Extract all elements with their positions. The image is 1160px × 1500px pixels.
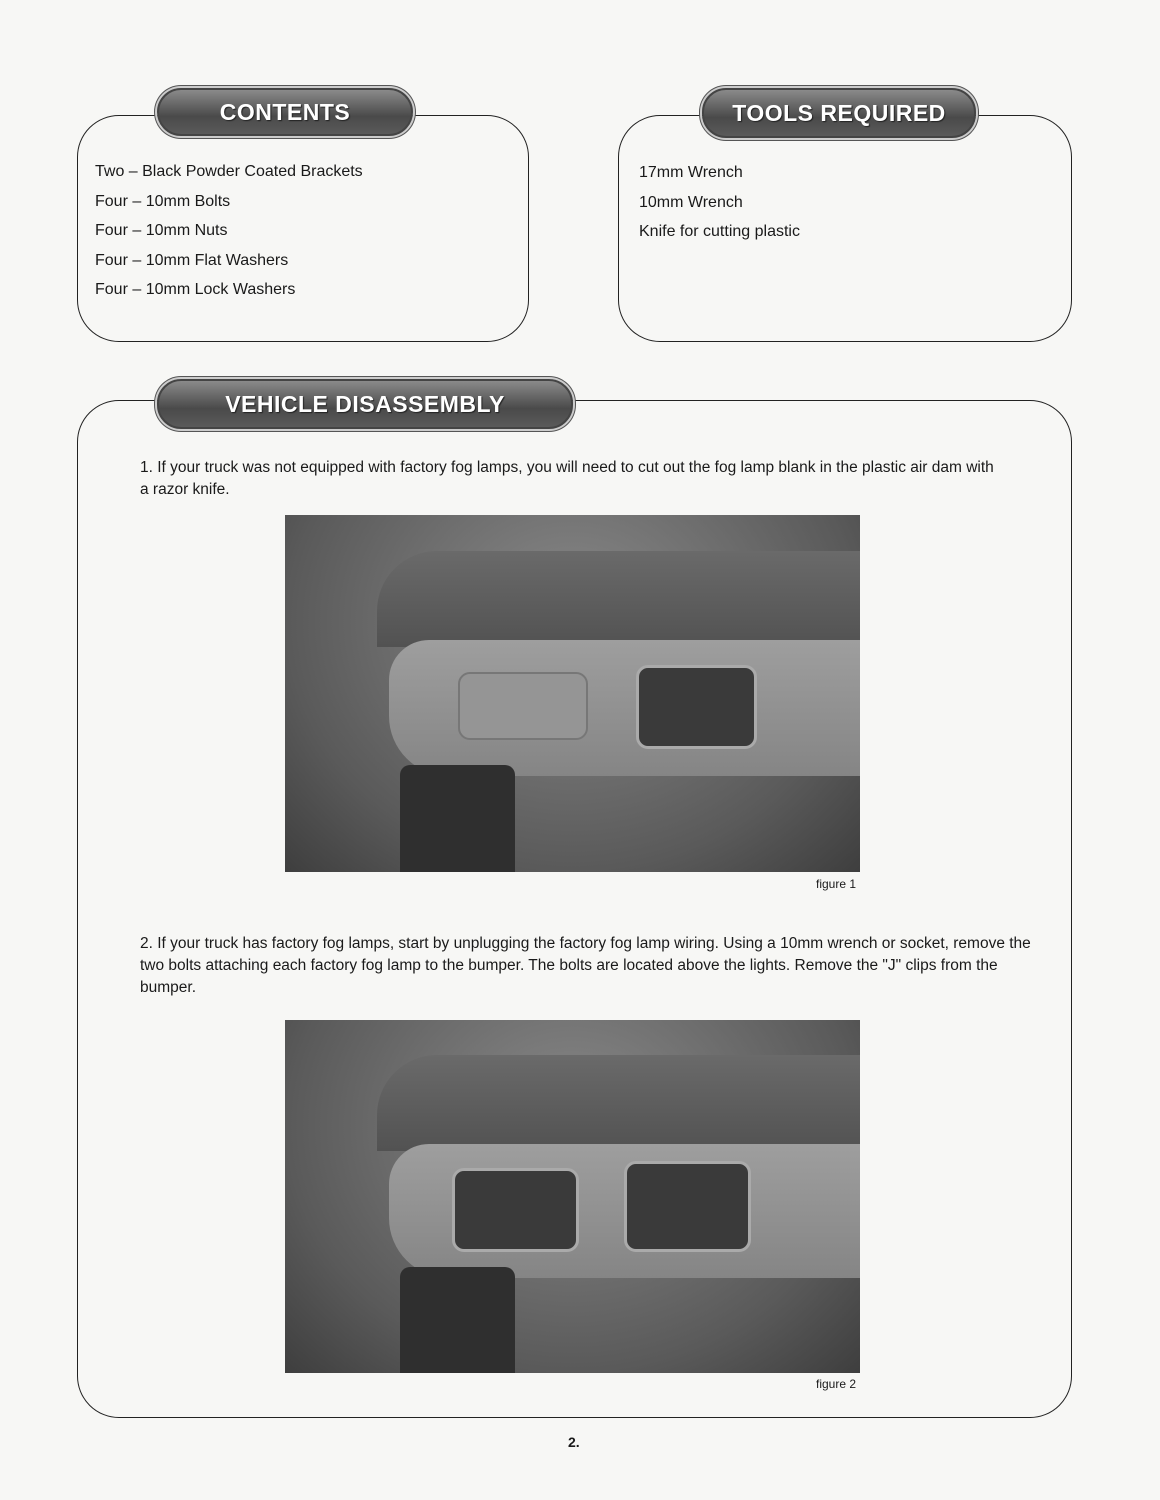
contents-heading: CONTENTS [157, 88, 413, 136]
list-item: Knife for cutting plastic [639, 223, 800, 240]
list-item: Four – 10mm Nuts [95, 222, 228, 239]
list-item: 17mm Wrench [639, 164, 743, 181]
list-item: Four – 10mm Flat Washers [95, 251, 289, 269]
step-2-text: 2. If your truck has factory fog lamps, start by unplugging the factory fog lamp wiring. Using a 10mm wrench or socket, remove the two bolts attaching each factory fog lamp to the bumper. The bolts are located above the lights. Remove the "J" clips from the bumper. [140, 935, 1031, 996]
step-1-text: 1. If your truck was not equipped with factory fog lamps, you will need to cut out the fog lamp blank in the plastic air dam with a razor knife. [140, 459, 994, 498]
list-item: Four – 10mm Lock Washers [95, 281, 296, 298]
figure-2-photo [285, 1020, 860, 1373]
tools-heading: TOOLS REQUIRED [702, 88, 976, 138]
tools-list [639, 158, 800, 247]
figure-1-photo [285, 515, 860, 872]
list-item: Four – 10mm Bolts [95, 192, 231, 210]
page-number: 2. [568, 1434, 580, 1450]
contents-list [95, 157, 363, 305]
figure-1-caption: figure 1 [816, 877, 857, 891]
list-item: Two – Black Powder Coated Brackets [95, 163, 363, 180]
figure-2-caption: figure 2 [816, 1377, 857, 1391]
disassembly-heading: VEHICLE DISASSEMBLY [157, 379, 573, 429]
list-item: 10mm Wrench [639, 193, 743, 211]
